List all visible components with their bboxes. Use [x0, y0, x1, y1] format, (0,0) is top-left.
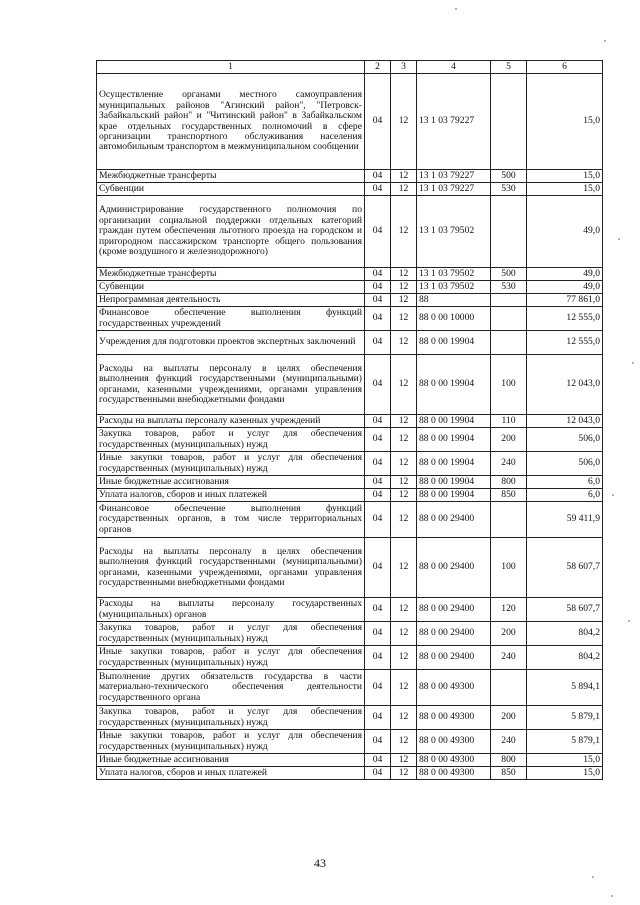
- row-name-cell: Расходы на выплаты персоналу государственных (муниципальных) органов: [97, 598, 365, 622]
- row-subsection-cell: 12: [391, 622, 417, 646]
- row-section-cell: 04: [365, 268, 391, 281]
- row-expense-type-cell: [491, 502, 527, 538]
- row-target-article-cell: 88 0 00 29400: [417, 622, 491, 646]
- row-amount-cell: 15,0: [527, 754, 603, 767]
- scan-speck: [618, 238, 620, 240]
- row-target-article-cell: 13 1 03 79227: [417, 74, 491, 170]
- row-subsection-cell: 12: [391, 268, 417, 281]
- row-name-cell: Выполнение других обязательств государства в части материально-технического обеспечения деятельности государственного органа: [97, 670, 365, 706]
- row-section-cell: 04: [365, 415, 391, 428]
- row-expense-type-cell: 200: [491, 428, 527, 452]
- row-section-cell: 04: [365, 307, 391, 331]
- column-header: 2: [365, 61, 391, 74]
- row-section-cell: 04: [365, 646, 391, 670]
- row-expense-type-cell: 850: [491, 767, 527, 780]
- row-expense-type-cell: [491, 196, 527, 268]
- row-amount-cell: 15,0: [527, 767, 603, 780]
- row-subsection-cell: 12: [391, 706, 417, 730]
- row-name-cell: Иные бюджетные ассигнования: [97, 754, 365, 767]
- row-amount-cell: 5 879,1: [527, 706, 603, 730]
- column-header: 4: [417, 61, 491, 74]
- row-target-article-cell: 88 0 00 19904: [417, 476, 491, 489]
- row-name-cell: Субвенции: [97, 281, 365, 294]
- row-expense-type-cell: 240: [491, 452, 527, 476]
- row-expense-type-cell: [491, 670, 527, 706]
- row-expense-type-cell: [491, 294, 527, 307]
- row-section-cell: 04: [365, 538, 391, 598]
- row-name-cell: Межбюджетные трансферты: [97, 170, 365, 183]
- row-subsection-cell: 12: [391, 598, 417, 622]
- table-row: [97, 476, 603, 489]
- row-target-article-cell: 88 0 00 29400: [417, 502, 491, 538]
- table-row: [97, 268, 603, 281]
- row-amount-cell: 12 555,0: [527, 331, 603, 355]
- row-amount-cell: 12 555,0: [527, 307, 603, 331]
- row-subsection-cell: 12: [391, 452, 417, 476]
- row-expense-type-cell: 200: [491, 706, 527, 730]
- row-target-article-cell: 88 0 00 19904: [417, 331, 491, 355]
- row-name-cell: Учреждения для подготовки проектов экспертных заключений: [97, 331, 365, 355]
- row-target-article-cell: 88 0 00 29400: [417, 646, 491, 670]
- row-name-cell: Закупка товаров, работ и услуг для обеспечения государственных (муниципальных) нужд: [97, 706, 365, 730]
- row-section-cell: 04: [365, 74, 391, 170]
- row-target-article-cell: 88 0 00 19904: [417, 489, 491, 502]
- row-section-cell: 04: [365, 670, 391, 706]
- row-expense-type-cell: 530: [491, 183, 527, 196]
- table-row: [97, 670, 603, 706]
- row-section-cell: 04: [365, 489, 391, 502]
- row-target-article-cell: 88 0 00 49300: [417, 767, 491, 780]
- row-amount-cell: 804,2: [527, 646, 603, 670]
- row-expense-type-cell: 200: [491, 622, 527, 646]
- row-subsection-cell: 12: [391, 281, 417, 294]
- row-amount-cell: 506,0: [527, 452, 603, 476]
- row-amount-cell: 12 043,0: [527, 415, 603, 428]
- table-row: [97, 183, 603, 196]
- table-row: [97, 415, 603, 428]
- row-name-cell: Уплата налогов, сборов и иных платежей: [97, 489, 365, 502]
- row-expense-type-cell: 100: [491, 355, 527, 415]
- table-row: [97, 281, 603, 294]
- table-row: [97, 452, 603, 476]
- table-row: [97, 170, 603, 183]
- row-target-article-cell: 88: [417, 294, 491, 307]
- row-name-cell: Администрирование государственного полномочия по организации социальной поддержки отдельных категорий граждан путем обеспечения льготного проезда на городском и пригородном пассажирском транспорте общего пользования (кроме воздушного и железнодорожного): [97, 196, 365, 268]
- scan-speck: [628, 620, 630, 622]
- row-subsection-cell: 12: [391, 730, 417, 754]
- row-amount-cell: 5 894,1: [527, 670, 603, 706]
- row-subsection-cell: 12: [391, 476, 417, 489]
- table-row: [97, 331, 603, 355]
- row-target-article-cell: 13 1 03 79502: [417, 281, 491, 294]
- row-expense-type-cell: 500: [491, 268, 527, 281]
- row-amount-cell: 49,0: [527, 268, 603, 281]
- row-subsection-cell: 12: [391, 502, 417, 538]
- table-row: [97, 598, 603, 622]
- table-row: [97, 196, 603, 268]
- row-target-article-cell: 88 0 00 29400: [417, 538, 491, 598]
- row-amount-cell: 15,0: [527, 170, 603, 183]
- scan-speck: [592, 876, 594, 878]
- row-amount-cell: 804,2: [527, 622, 603, 646]
- column-header: 1: [97, 61, 365, 74]
- row-name-cell: Непрограммная деятельность: [97, 294, 365, 307]
- row-subsection-cell: 12: [391, 415, 417, 428]
- row-amount-cell: 5 879,1: [527, 730, 603, 754]
- row-expense-type-cell: 240: [491, 646, 527, 670]
- row-amount-cell: 15,0: [527, 183, 603, 196]
- row-target-article-cell: 88 0 00 29400: [417, 598, 491, 622]
- table-row: [97, 294, 603, 307]
- row-target-article-cell: 13 1 03 79227: [417, 170, 491, 183]
- row-amount-cell: 58 607,7: [527, 598, 603, 622]
- row-subsection-cell: 12: [391, 646, 417, 670]
- page-number: 43: [314, 856, 326, 870]
- row-subsection-cell: 12: [391, 183, 417, 196]
- row-target-article-cell: 88 0 00 49300: [417, 670, 491, 706]
- row-amount-cell: 6,0: [527, 489, 603, 502]
- row-name-cell: Финансовое обеспечение выполнения функций государственных органов, в том числе территориальных органов: [97, 502, 365, 538]
- row-section-cell: 04: [365, 476, 391, 489]
- row-section-cell: 04: [365, 598, 391, 622]
- row-name-cell: Расходы на выплаты персоналу в целях обеспечения выполнения функций государственными (муниципальными) органами, казенными учреждениями, органами управления государственными внебюджетными фондами: [97, 355, 365, 415]
- row-target-article-cell: 13 1 03 79502: [417, 196, 491, 268]
- row-expense-type-cell: [491, 74, 527, 170]
- row-expense-type-cell: 120: [491, 598, 527, 622]
- row-subsection-cell: 12: [391, 294, 417, 307]
- row-subsection-cell: 12: [391, 74, 417, 170]
- row-target-article-cell: 13 1 03 79227: [417, 183, 491, 196]
- row-expense-type-cell: 500: [491, 170, 527, 183]
- column-header: 3: [391, 61, 417, 74]
- row-name-cell: Уплата налогов, сборов и иных платежей: [97, 767, 365, 780]
- row-section-cell: 04: [365, 331, 391, 355]
- row-subsection-cell: 12: [391, 754, 417, 767]
- table-row: [97, 622, 603, 646]
- row-expense-type-cell: [491, 331, 527, 355]
- table-row: [97, 754, 603, 767]
- row-amount-cell: 58 607,7: [527, 538, 603, 598]
- row-subsection-cell: 12: [391, 355, 417, 415]
- scan-speck: [632, 362, 634, 364]
- row-name-cell: Закупка товаров, работ и услуг для обеспечения государственных (муниципальных) нужд: [97, 622, 365, 646]
- row-section-cell: 04: [365, 428, 391, 452]
- column-header: 6: [527, 61, 603, 74]
- row-amount-cell: 49,0: [527, 196, 603, 268]
- row-section-cell: 04: [365, 706, 391, 730]
- row-subsection-cell: 12: [391, 170, 417, 183]
- table-row: [97, 646, 603, 670]
- row-expense-type-cell: 800: [491, 476, 527, 489]
- row-section-cell: 04: [365, 502, 391, 538]
- row-subsection-cell: 12: [391, 331, 417, 355]
- row-target-article-cell: 13 1 03 79502: [417, 268, 491, 281]
- row-subsection-cell: 12: [391, 196, 417, 268]
- table-header-row: [97, 61, 603, 74]
- row-expense-type-cell: 240: [491, 730, 527, 754]
- scan-speck: [455, 8, 457, 10]
- row-subsection-cell: 12: [391, 538, 417, 598]
- row-section-cell: 04: [365, 170, 391, 183]
- table-row: [97, 730, 603, 754]
- row-amount-cell: 506,0: [527, 428, 603, 452]
- row-amount-cell: 49,0: [527, 281, 603, 294]
- scan-speck: [604, 40, 606, 42]
- row-amount-cell: 77 861,0: [527, 294, 603, 307]
- row-expense-type-cell: 530: [491, 281, 527, 294]
- row-name-cell: Расходы на выплаты персоналу казенных учреждений: [97, 415, 365, 428]
- row-expense-type-cell: [491, 307, 527, 331]
- row-subsection-cell: 12: [391, 767, 417, 780]
- row-expense-type-cell: 800: [491, 754, 527, 767]
- row-name-cell: Иные бюджетные ассигнования: [97, 476, 365, 489]
- row-target-article-cell: 88 0 00 19904: [417, 415, 491, 428]
- row-section-cell: 04: [365, 730, 391, 754]
- row-target-article-cell: 88 0 00 19904: [417, 428, 491, 452]
- row-subsection-cell: 12: [391, 307, 417, 331]
- table-row: [97, 74, 603, 170]
- row-expense-type-cell: 110: [491, 415, 527, 428]
- row-target-article-cell: 88 0 00 19904: [417, 355, 491, 415]
- row-subsection-cell: 12: [391, 489, 417, 502]
- row-amount-cell: 12 043,0: [527, 355, 603, 415]
- row-section-cell: 04: [365, 767, 391, 780]
- table-row: [97, 428, 603, 452]
- table-row: [97, 706, 603, 730]
- row-name-cell: Иные закупки товаров, работ и услуг для обеспечения государственных (муниципальных) нужд: [97, 452, 365, 476]
- row-expense-type-cell: 100: [491, 538, 527, 598]
- table-row: [97, 307, 603, 331]
- row-subsection-cell: 12: [391, 670, 417, 706]
- row-section-cell: 04: [365, 622, 391, 646]
- row-amount-cell: 59 411,9: [527, 502, 603, 538]
- table-row: [97, 489, 603, 502]
- row-name-cell: Закупка товаров, работ и услуг для обеспечения государственных (муниципальных) нужд: [97, 428, 365, 452]
- table-row: [97, 767, 603, 780]
- row-expense-type-cell: 850: [491, 489, 527, 502]
- table-row: [97, 355, 603, 415]
- row-name-cell: Финансовое обеспечение выполнения функций государственных учреждений: [97, 307, 365, 331]
- row-section-cell: 04: [365, 196, 391, 268]
- row-amount-cell: 6,0: [527, 476, 603, 489]
- row-section-cell: 04: [365, 355, 391, 415]
- table-row: [97, 538, 603, 598]
- column-header: 5: [491, 61, 527, 74]
- row-target-article-cell: 88 0 00 19904: [417, 452, 491, 476]
- row-name-cell: Иные закупки товаров, работ и услуг для обеспечения государственных (муниципальных) нужд: [97, 646, 365, 670]
- row-name-cell: Расходы на выплаты персоналу в целях обеспечения выполнения функций государственными (муниципальными) органами, казенными учреждениями, органами управления государственными внебюджетными фондами: [97, 538, 365, 598]
- row-amount-cell: 15,0: [527, 74, 603, 170]
- scan-speck: [612, 494, 614, 496]
- row-name-cell: Осуществление органами местного самоуправления муниципальных районов "Агинский район", "Петровск-Забайкальский район" и "Читинский район" в Забайкальском крае отдельных государственных полномочий в сфере организации транспортного обслуживания населения автомобильным транспортом в межмуниципальном сообщении: [97, 74, 365, 170]
- row-section-cell: 04: [365, 754, 391, 767]
- budget-table: [96, 60, 603, 780]
- row-section-cell: 04: [365, 183, 391, 196]
- row-section-cell: 04: [365, 294, 391, 307]
- row-section-cell: 04: [365, 281, 391, 294]
- row-target-article-cell: 88 0 00 49300: [417, 706, 491, 730]
- row-name-cell: Субвенции: [97, 183, 365, 196]
- row-subsection-cell: 12: [391, 428, 417, 452]
- row-name-cell: Межбюджетные трансферты: [97, 268, 365, 281]
- row-target-article-cell: 88 0 00 10000: [417, 307, 491, 331]
- table-row: [97, 502, 603, 538]
- scan-speck: [611, 895, 613, 897]
- row-name-cell: Иные закупки товаров, работ и услуг для обеспечения государственных (муниципальных) нужд: [97, 730, 365, 754]
- row-target-article-cell: 88 0 00 49300: [417, 730, 491, 754]
- row-target-article-cell: 88 0 00 49300: [417, 754, 491, 767]
- row-section-cell: 04: [365, 452, 391, 476]
